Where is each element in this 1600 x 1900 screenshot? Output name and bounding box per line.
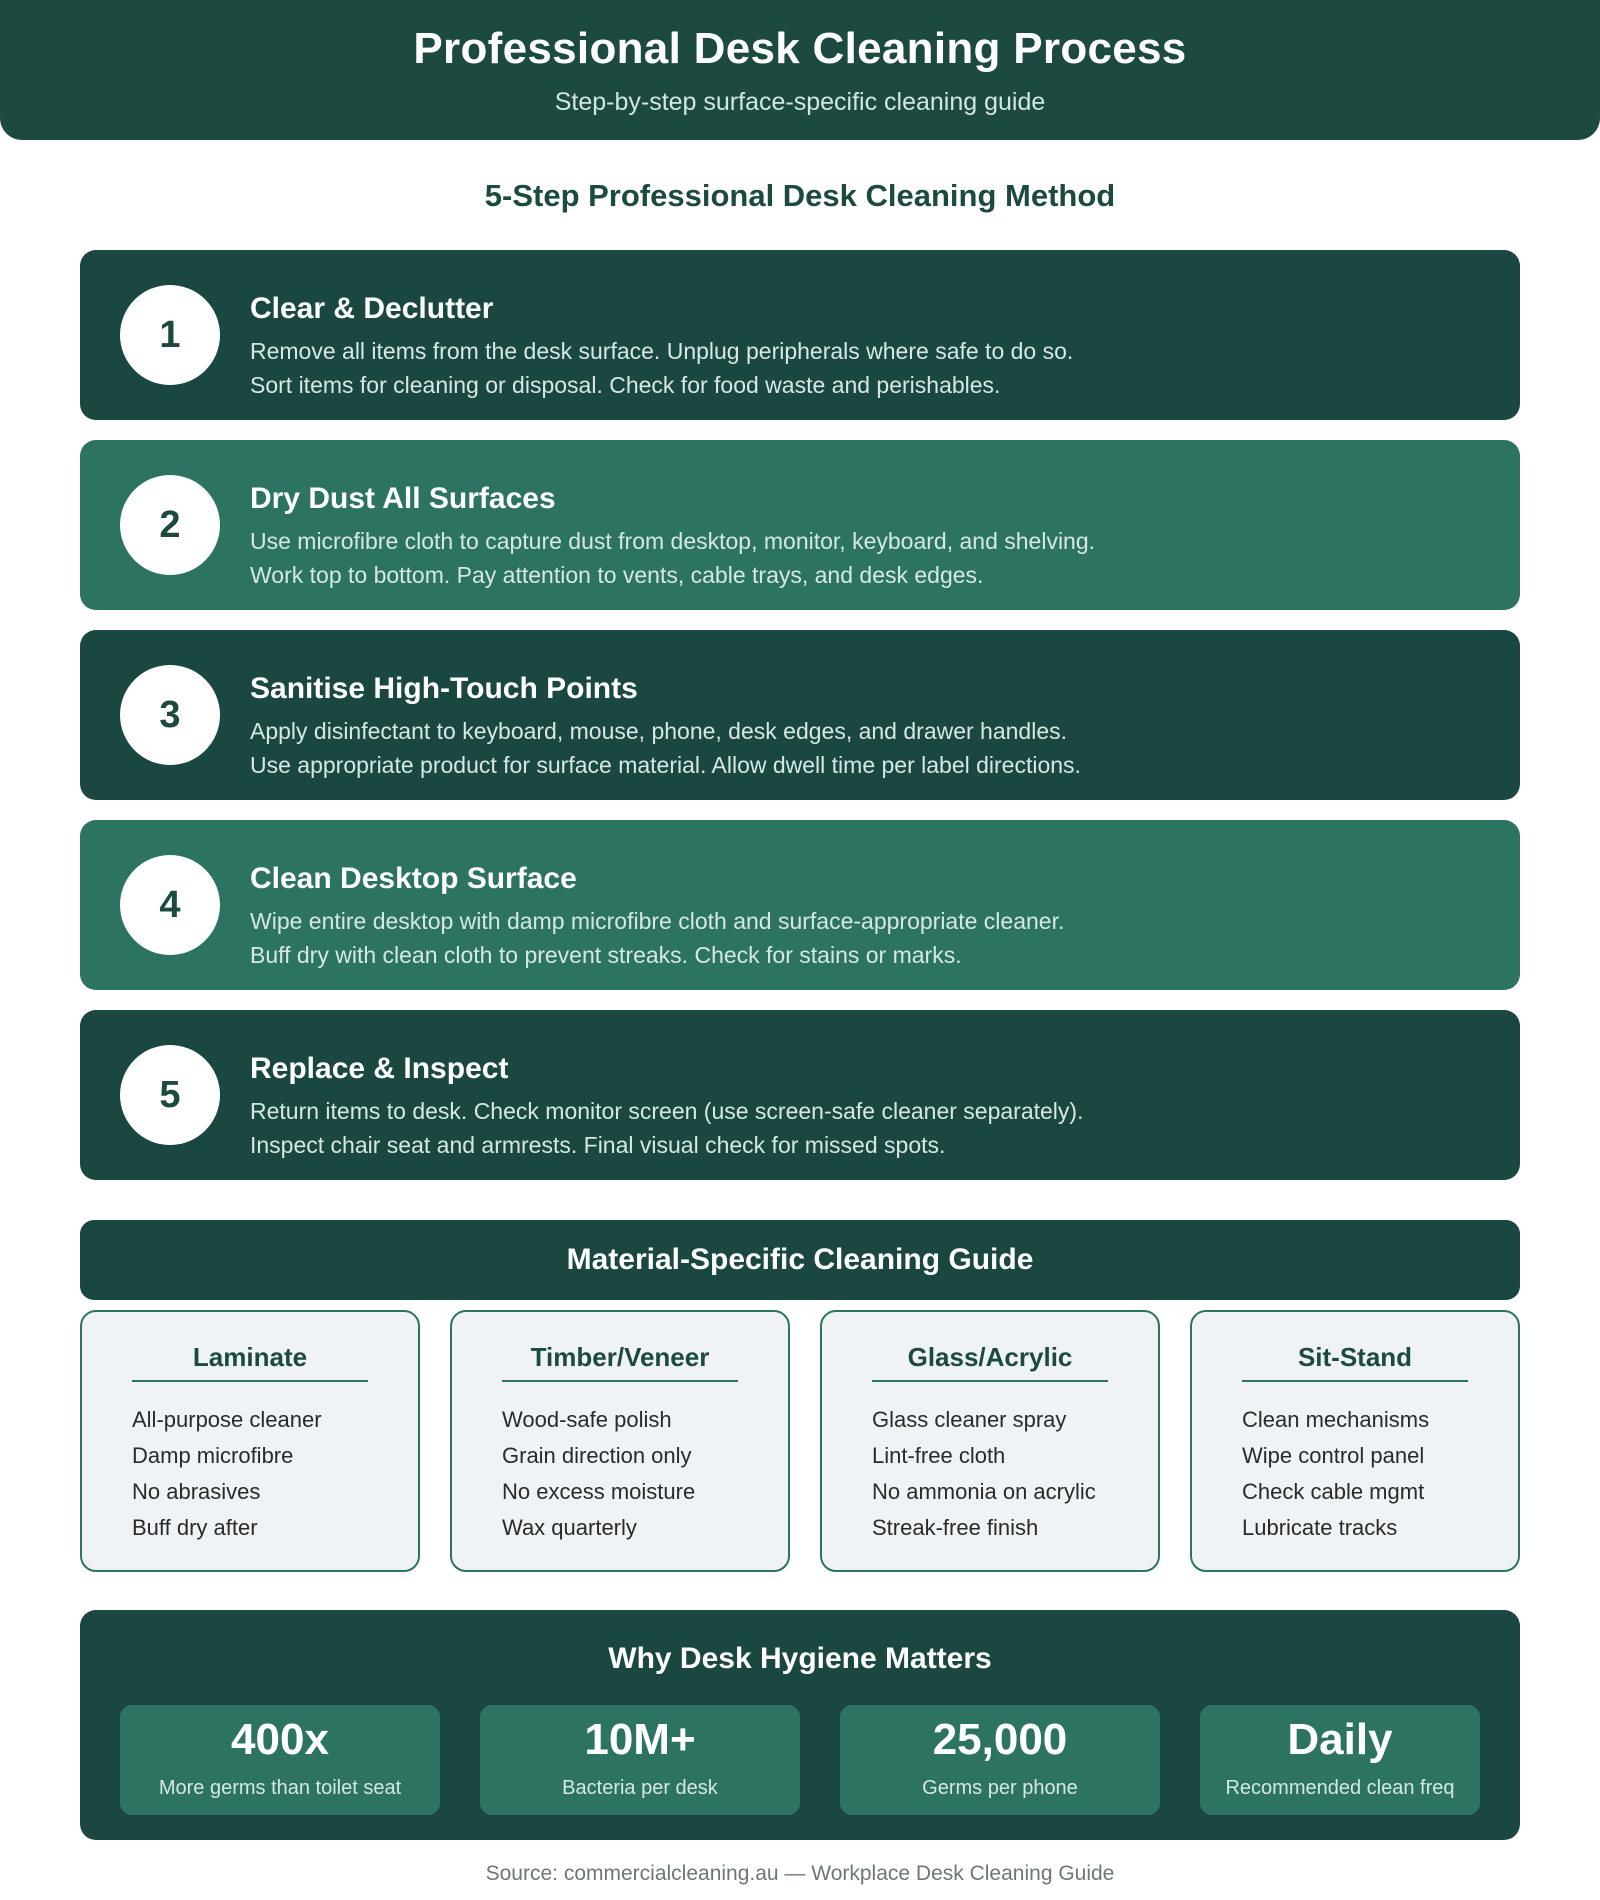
stat-label: More germs than toilet seat (158, 1777, 402, 1799)
method-section-title: 5-Step Professional Desk Cleaning Method (484, 178, 1116, 213)
step-description: Buff dry with clean cloth to prevent streaks. Check for stains or marks. (250, 942, 962, 968)
list-item: Buff dry after (132, 1515, 258, 1540)
step-number-badge: 4 (120, 855, 220, 955)
list-item: No excess moisture (502, 1479, 696, 1504)
step-title: Dry Dust All Surfaces (250, 482, 556, 515)
card-list (502, 1402, 695, 1546)
step-description: Use appropriate product for surface material. Allow dwell time per label directions. (250, 752, 1081, 778)
stat-label: Germs per phone (922, 1777, 1078, 1799)
list-item: Check cable mgmt (1242, 1479, 1425, 1504)
stat-value: Daily (1287, 1715, 1393, 1764)
stat-card (120, 1705, 440, 1815)
step-title: Replace & Inspect (250, 1052, 509, 1085)
material-card-timber (450, 1310, 790, 1572)
list-item: No abrasives (132, 1479, 261, 1504)
card-title: Timber/Veneer (530, 1342, 710, 1372)
step-card (80, 630, 1520, 800)
card-title: Laminate (192, 1342, 308, 1372)
step-number-badge: 3 (120, 665, 220, 765)
step-description: Sort items for cleaning or disposal. Check for food waste and perishables. (250, 372, 1001, 398)
stat-card (1200, 1705, 1480, 1815)
card-list (1242, 1402, 1429, 1546)
step-description: Use microfibre cloth to capture dust from desktop, monitor, keyboard, and shelving. (250, 528, 1096, 554)
step-description: Remove all items from the desk surface. Unplug peripherals where safe to do so. (250, 338, 1074, 364)
stat-value: 400x (231, 1715, 329, 1764)
step-card (80, 250, 1520, 420)
step-title: Clear & Declutter (250, 292, 494, 325)
list-item: Lubricate tracks (1242, 1515, 1398, 1540)
step-title: Clean Desktop Surface (250, 862, 577, 895)
page-title: Professional Desk Cleaning Process (413, 24, 1187, 73)
material-card-sit-stand (1190, 1310, 1520, 1572)
step-card (80, 1010, 1520, 1180)
step-description: Apply disinfectant to keyboard, mouse, phone, desk edges, and drawer handles. (250, 718, 1068, 744)
card-divider (132, 1380, 368, 1382)
stats-section (80, 1610, 1520, 1840)
stat-card (480, 1705, 800, 1815)
card-divider (1242, 1380, 1468, 1382)
list-item: Streak-free finish (872, 1515, 1039, 1540)
stat-card (840, 1705, 1160, 1815)
step-card (80, 440, 1520, 610)
step-description: Inspect chair seat and armrests. Final visual check for missed spots. (250, 1132, 946, 1158)
material-card-laminate (80, 1310, 420, 1572)
card-list (872, 1402, 1096, 1546)
list-item: Clean mechanisms (1242, 1407, 1430, 1432)
stat-label: Bacteria per desk (562, 1777, 718, 1799)
source-footer: Source: commercialcleaning.au — Workplace Desk Cleaning Guide (485, 1862, 1115, 1885)
step-title: Sanitise High-Touch Points (250, 672, 638, 705)
page-subtitle: Step-by-step surface-specific cleaning guide (554, 88, 1046, 116)
guide-section-title: Material-Specific Cleaning Guide (80, 1220, 1520, 1300)
list-item: Wipe control panel (1242, 1443, 1425, 1468)
material-cards (80, 1310, 1520, 1572)
step-number-badge: 2 (120, 475, 220, 575)
stat-value: 25,000 (932, 1715, 1068, 1764)
list-item: Grain direction only (502, 1443, 692, 1468)
stats-section-title: Why Desk Hygiene Matters (608, 1642, 992, 1675)
list-item: All-purpose cleaner (132, 1407, 322, 1432)
list-item: No ammonia on acrylic (872, 1479, 1096, 1504)
list-item: Glass cleaner spray (872, 1407, 1067, 1432)
step-number-badge: 1 (120, 285, 220, 385)
list-item: Lint-free cloth (872, 1443, 1006, 1468)
card-divider (872, 1380, 1108, 1382)
step-description: Work top to bottom. Pay attention to vents, cable trays, and desk edges. (250, 562, 984, 588)
list-item: Wood-safe polish (502, 1407, 672, 1432)
stat-label: Recommended clean freq (1225, 1777, 1455, 1799)
list-item: Wax quarterly (502, 1515, 637, 1540)
card-title: Sit-Stand (1297, 1342, 1413, 1372)
card-title: Glass/Acrylic (907, 1342, 1073, 1372)
page-header (0, 0, 1600, 140)
stat-value: 10M+ (584, 1715, 696, 1764)
step-description: Return items to desk. Check monitor screen (use screen-safe cleaner separately). (250, 1098, 1084, 1124)
list-item: Damp microfibre (132, 1443, 294, 1468)
material-card-glass (820, 1310, 1160, 1572)
step-number-badge: 5 (120, 1045, 220, 1145)
step-description: Wipe entire desktop with damp microfibre cloth and surface-appropriate cleaner. (250, 908, 1065, 934)
card-list (132, 1402, 322, 1546)
card-divider (502, 1380, 738, 1382)
steps-list (80, 250, 1520, 1200)
step-card (80, 820, 1520, 990)
